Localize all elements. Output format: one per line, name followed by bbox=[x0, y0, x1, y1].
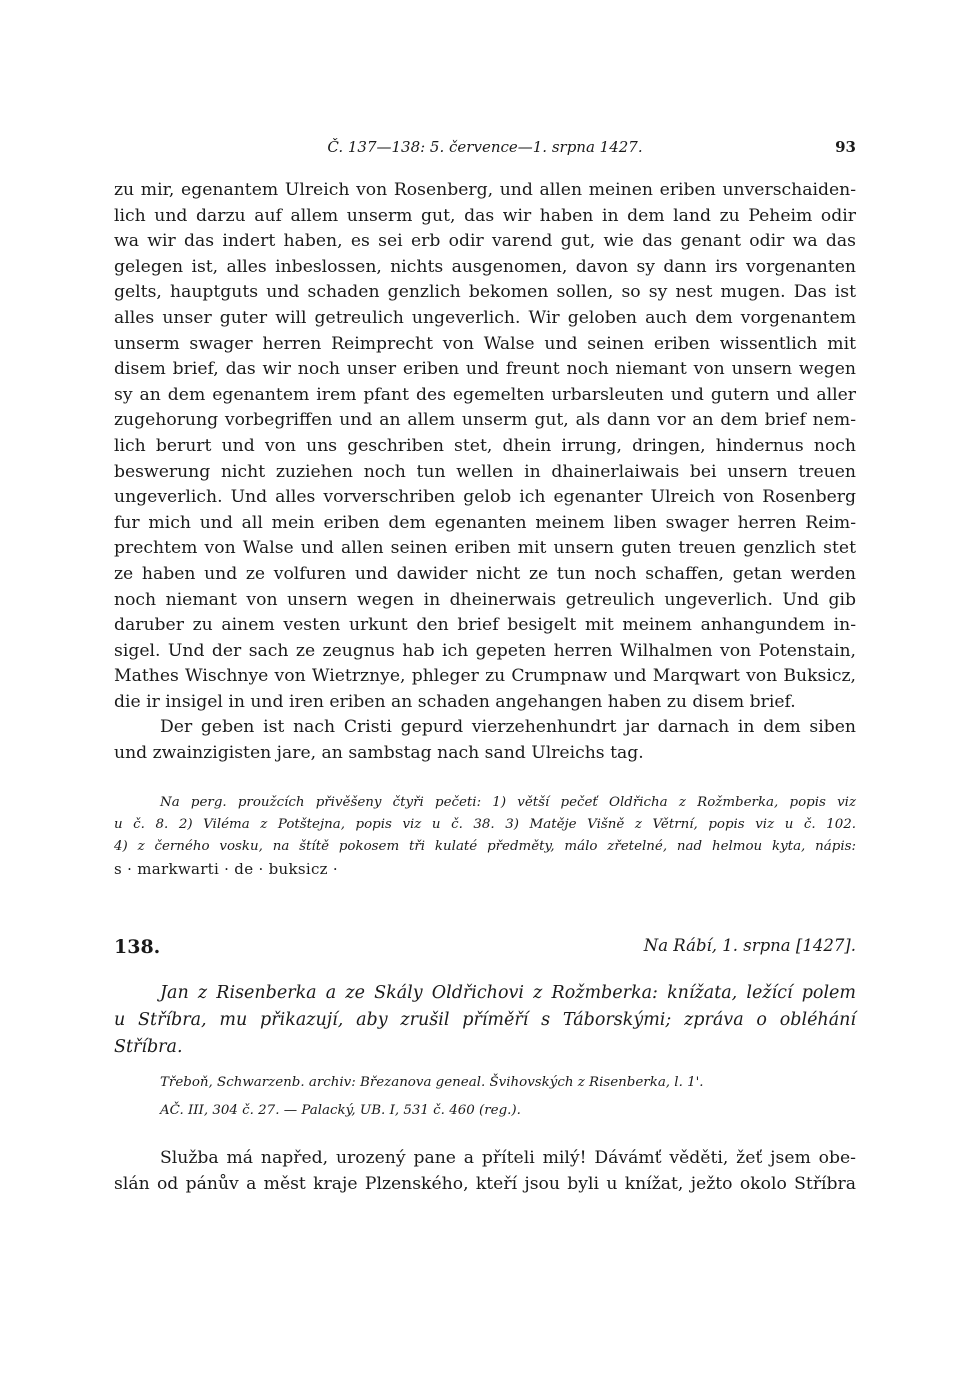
document-137-text bbox=[114, 178, 856, 767]
text-line: gelegen ist, alles inbeslossen, nichts ausgenomen, davon sy dann irs vorgenanten bbox=[114, 256, 856, 277]
source-line: AČ. III, 304 č. 27. — Palacký, UB. I, 531 č. 460 (reg.). bbox=[160, 1103, 521, 1118]
text-line: fur mich und all mein eriben dem egenanten meinem liben swager herren Reim- bbox=[114, 512, 856, 533]
text-line: gelts, hauptguts und schaden genzlich bekomen sollen, so sy nest mugen. Das ist bbox=[114, 282, 856, 303]
text-line: die ir insigel in und iren eriben an schaden angehangen haben zu disem brief. bbox=[114, 691, 796, 712]
regest-line: u Stříbra, mu přikazují, aby zrušil příměří s Táborskými; zpráva o obléhání bbox=[114, 1010, 856, 1030]
text-line: sy an dem egenantem irem pfant des egemelten urbarsleuten und gutern und aller bbox=[114, 384, 856, 405]
text-line: Služba má napřed, urozený pane a příteli milý! Dávámť věděti, žeť jsem obe- bbox=[160, 1148, 856, 1168]
text-line: prechtem von Walse und allen seinen eriben mit unsern guten treuen genzlich stet bbox=[114, 538, 856, 559]
text-line: Mathes Wischnye von Wietrznye, phleger zu Crumpnaw und Marqwart von Buksicz, bbox=[114, 666, 856, 687]
text-line: ze haben und ze volfuren und dawider nicht ze tun noch schaffen, getan werden bbox=[114, 563, 856, 584]
page-number: 93 bbox=[835, 138, 856, 156]
text-line: wa wir das indert haben, es sei erb odir varend gut, wie das genant odir wa das bbox=[114, 231, 856, 252]
text-line: zugehorung vorbegriffen und an allem unserm gut, als dann vor an dem brief nem- bbox=[114, 410, 856, 431]
source-note bbox=[114, 1072, 856, 1122]
note-line: Na perg. proužcích přivěšeny čtyři pečeti: 1) větší pečeť Oldřicha z Rožmberka, popis viz bbox=[160, 795, 856, 810]
date-line: und zwainzigisten jare, an sambstag nach sand Ulreichs tag. bbox=[114, 743, 644, 764]
document-regest bbox=[114, 980, 856, 1061]
document-number: 138. bbox=[114, 936, 161, 958]
running-header bbox=[114, 138, 856, 160]
document-place-date: Na Rábí, 1. srpna [1427]. bbox=[643, 936, 856, 955]
text-line: disem brief, das wir noch unser eriben und freunt noch niemant von unsern wegen bbox=[114, 359, 856, 380]
header-title: Č. 137—138: 5. července—1. srpna 1427. bbox=[327, 138, 643, 156]
text-line: slán od pánův a měst kraje Plzenského, kteří jsou byli u knížat, ježto okolo Stříbra bbox=[114, 1173, 856, 1194]
regest-line: Jan z Risenberka a ze Skály Oldřichovi z Rožmberka: knížata, ležící polem bbox=[160, 983, 856, 1003]
note-line: u č. 8. 2) Viléma z Potštejna, popis viz u č. 38. 3) Matěje Višně z Větrní, popis viz u č. 102. bbox=[114, 817, 856, 832]
seal-legend: s · markwarti · de · buksicz · bbox=[114, 860, 338, 878]
text-line: lich berurt und von uns geschriben stet, dhein irrung, dringen, hindernus noch bbox=[114, 435, 856, 456]
document-138-text bbox=[114, 1146, 856, 1197]
text-line: beswerung nicht zuziehen noch tun wellen in dhainerlaiwais bei unsern treuen bbox=[114, 461, 856, 482]
text-line: ungeverlich. Und alles vorverschriben gelob ich egenanter Ulreich von Rosenberg bbox=[114, 487, 856, 508]
regest-line: Stříbra. bbox=[114, 1037, 183, 1057]
text-line: unserm swager herren Reimprecht von Walse und seinen eriben wissentlich mit bbox=[114, 333, 856, 354]
text-line: alles unser guter will getreulich ungeverlich. Wir geloben auch dem vorgenantem bbox=[114, 307, 856, 328]
text-line: noch niemant von unsern wegen in dheinerwais getreulich ungeverlich. Und gib bbox=[114, 589, 856, 610]
source-line: Třeboň, Schwarzenb. archiv: Březanova geneal. Švihovských z Risenberka, l. 1'. bbox=[160, 1075, 704, 1090]
text-line: lich und darzu auf allem unserm gut, das wir haben in dem land zu Peheim odir bbox=[114, 205, 856, 226]
text-line: daruber zu ainem vesten urkunt den brief besigelt mit meinem anhangundem in- bbox=[114, 615, 856, 636]
date-line: Der geben ist nach Cristi gepurd vierzehenhundrt jar darnach in dem siben bbox=[160, 717, 856, 738]
text-line: sigel. Und der sach ze zeugnus hab ich gepeten herren Wilhalmen von Potenstain, bbox=[114, 640, 856, 661]
text-line: zu mir, egenantem Ulreich von Rosenberg, und allen meinen eriben unverschaiden- bbox=[114, 180, 856, 200]
note-line: 4) z černého vosku, na štítě pokosem tři kulaté předměty, málo zřetelné, nad helmou kyta, nápis: bbox=[114, 839, 856, 854]
seal-note bbox=[114, 792, 856, 880]
